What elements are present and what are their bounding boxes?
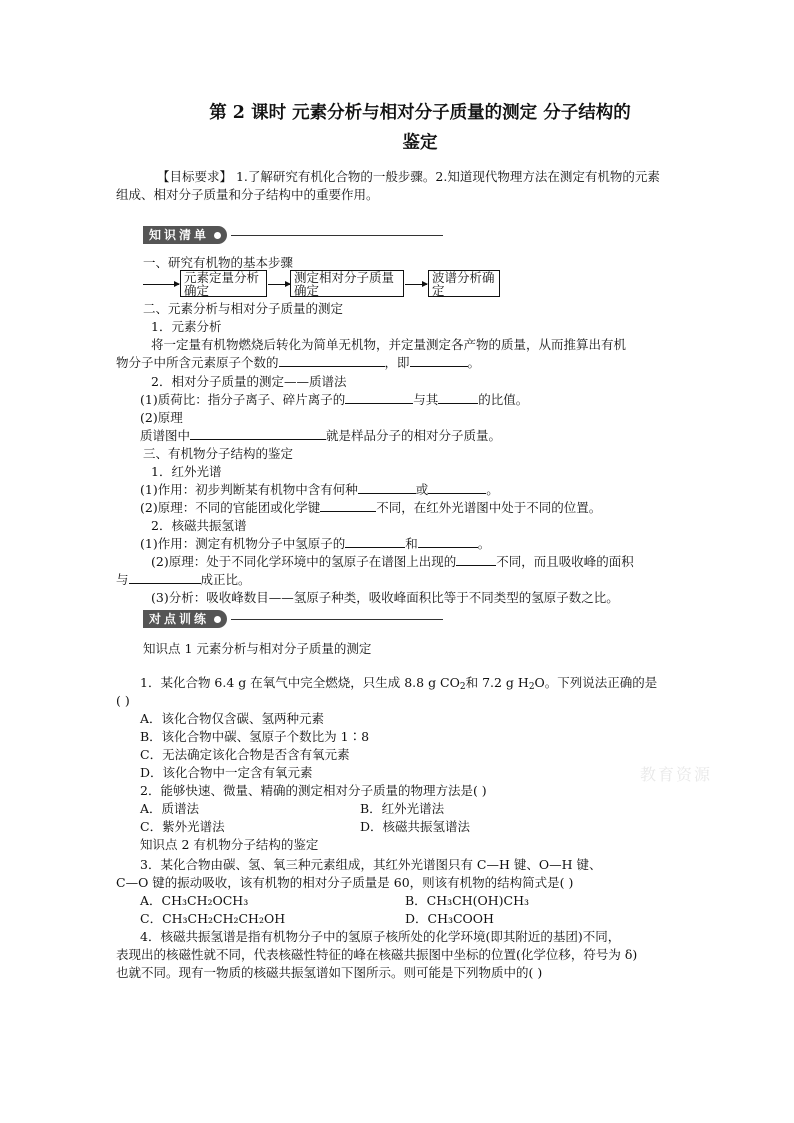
q3-option-d: D．CH₃COOH	[405, 911, 494, 926]
part2-heading: 二、元素分析与相对分子质量的测定	[143, 301, 344, 316]
q1-option-a: A．该化合物仅含碳、氢两种元素	[140, 711, 325, 726]
section-label: 对点训练	[149, 612, 210, 626]
flow-box-2: 测定相对分子质量确定	[290, 270, 404, 297]
part1-heading: 一、研究有机物的基本步骤	[143, 255, 294, 270]
question-1: 1．某化合物 6.4 g 在氧气中完全燃烧，只生成 8.8 g $CO_2$和 7.2 g $H_2O$。下列说法正确的是	[140, 675, 658, 692]
question-3-line-1: 3．某化合物由碳、氢、氧三种元素组成，其红外光谱图只有 C—H 键、O—H 键、	[140, 857, 602, 872]
page-title	[140, 98, 700, 158]
watermark: 教育资源	[640, 765, 713, 784]
part3-heading: 三、有机物分子结构的鉴定	[143, 446, 294, 461]
goals-line-2: 组成、相对分子质量和分子结构中的重要作用。	[116, 187, 379, 202]
question-2: 2．能够快速、微量、精确的测定相对分子质量的物理方法是( )	[140, 783, 487, 798]
q3-option-a: A．CH₃CH₂OCH₃	[140, 893, 249, 908]
part2-s1-text1: 将一定量有机物燃烧后转化为简单无机物，并定量测定各产物的质量，从而推算出有机	[151, 337, 627, 352]
q3-option-b: B．CH₃CH(OH)CH₃	[405, 893, 530, 908]
part3-s2: 2．核磁共振氢谱	[151, 518, 247, 533]
part3-s1-1: (1)作用：初步判断某有机物中含有何种 或 。	[140, 482, 499, 497]
question-4-line-2: 表现出的核磁性就不同，代表核磁性特征的峰在核磁共振图中坐标的位置(化学位移，符号为 δ)	[116, 947, 638, 962]
arrow-icon	[268, 284, 290, 285]
part3-s2-1: (1)作用：测定有机物分子中氢原子的 和 。	[140, 536, 491, 551]
part2-s2-1: (1)质荷比：指分子离子、碎片离子的 与其 的比值。	[140, 392, 529, 407]
q1-option-d: D．该化合物中一定含有氧元素	[140, 765, 313, 780]
arrow-icon	[405, 284, 427, 285]
part2-s2: 2．相对分子质量的测定——质谱法	[151, 374, 347, 389]
question-4-line-1: 4．核磁共振氢谱是指有机物分子中的氢原子核所处的化学环境(即其附近的基团)不同，	[140, 929, 621, 944]
section-header-training	[143, 610, 443, 628]
part3-s2-2: (2)原理：处于不同化学环境中的氢原子在谱图上出现的 不同，而且吸收峰的面积	[151, 554, 634, 569]
flow-box-3: 波谱分析确定	[428, 270, 500, 297]
question-3-line-2: C—O 键的振动吸收，该有机物的相对分子质量是 60，则该有机物的结构简式是( )	[116, 875, 574, 890]
goals-line-1: 【目标要求】 1.了解研究有机化合物的一般步骤。2.知道现代物理方法在测定有机物的元素	[157, 169, 660, 184]
q2-option-b: B．红外光谱法	[360, 801, 445, 816]
kp2-heading: 知识点 2 有机物分子结构的鉴定	[140, 837, 319, 852]
part3-s1-2: (2)原理：不同的官能团或化学键 不同，在红外光谱图中处于不同的位置。	[140, 500, 602, 515]
title-line-2: 鉴定	[402, 133, 438, 153]
title-line-1: 第 2 课时 元素分析与相对分子质量的测定 分子结构的	[209, 103, 631, 123]
q3-option-c: C．CH₃CH₂CH₂CH₂OH	[140, 911, 286, 926]
part2-s2-3: 质谱图中 就是样品分子的相对分子质量。	[140, 428, 502, 443]
q2-option-a: A．质谱法	[140, 801, 200, 816]
circle-icon	[214, 616, 221, 623]
part3-s2-4: (3)分析：吸收峰数目——氢原子种类，吸收峰面积比等于不同类型的氢原子数之比。	[151, 590, 619, 605]
q1-option-c: C．无法确定该化合物是否含有氧元素	[140, 747, 350, 762]
circle-icon	[214, 232, 221, 239]
part2-s1-text2: 物分子中所含元素原子个数的 ，即 。	[116, 355, 481, 370]
flow-box-1: 元素定量分析确定	[180, 270, 267, 297]
q2-option-c: C．紫外光谱法	[140, 819, 225, 834]
section-label: 知识清单	[149, 228, 210, 242]
question-1-paren: ( )	[116, 693, 130, 708]
part2-s2-2: (2)原理	[140, 410, 183, 425]
divider	[231, 619, 443, 620]
q1-option-b: B．该化合物中碳、氢原子个数比为 1∶8	[140, 729, 370, 744]
part2-s1: 1．元素分析	[151, 319, 222, 334]
arrow-icon	[143, 284, 179, 285]
question-4-line-3: 也就不同。现有一物质的核磁共振氢谱如下图所示。则可能是下列物质中的( )	[116, 965, 543, 980]
part3-s1: 1．红外光谱	[151, 464, 222, 479]
section-header-knowledge	[143, 226, 443, 244]
kp1-heading: 知识点 1 元素分析与相对分子质量的测定	[143, 641, 372, 656]
part3-s2-3: 与 成正比。	[116, 572, 251, 587]
divider	[231, 235, 443, 236]
q2-option-d: D．核磁共振氢谱法	[360, 819, 471, 834]
